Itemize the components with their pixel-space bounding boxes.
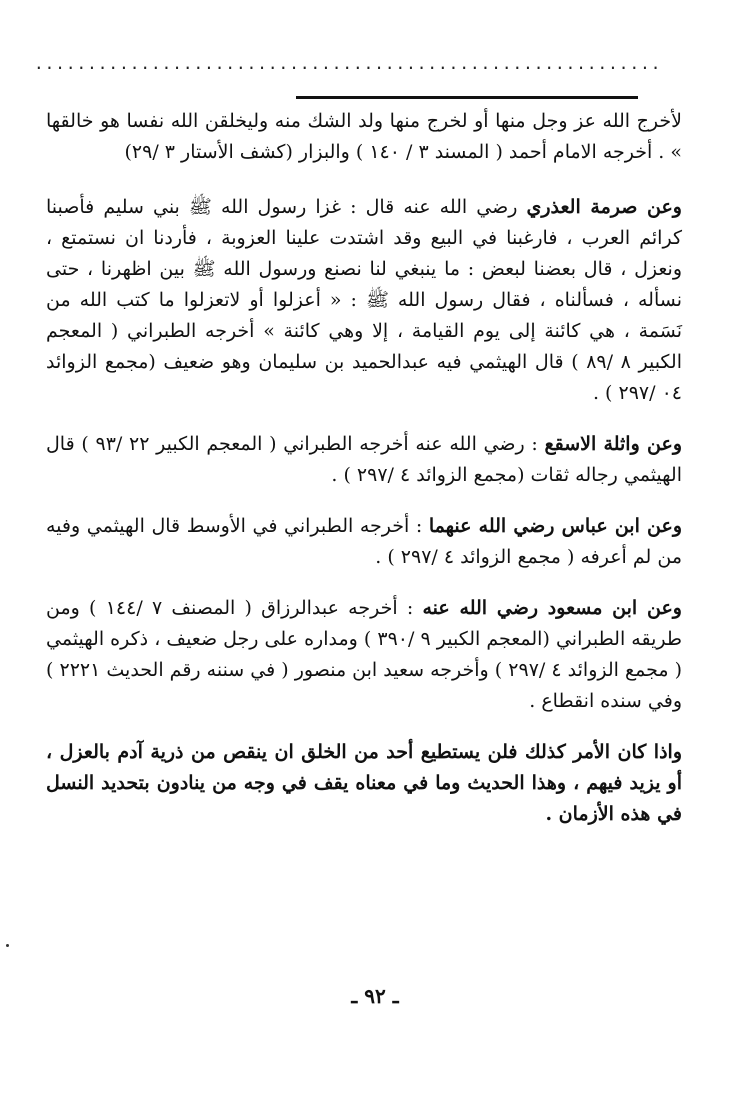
paragraph-text: : أخرجه الطبراني في الأوسط قال الهيثمي وفيه من لم أعرفه ( مجمع الزوائد ٤ /٢٩٧ ) . [46, 515, 682, 568]
paragraph-wathila [46, 429, 682, 491]
paragraph-text: رضي الله عنه قال : غزا رسول الله ﷺ بني سليم فأصبنا كرائم العرب ، فارغبنا في البيع وقد اشتدت علينا العزوبة ، فأردنا ان نستمتع ، ونعزل ، قال بعضنا لبعض : ما ينبغي لنا نصنع ورسول الله ﷺ بين اظهرنا ، حتى نسأله ، فسألناه ، فقال رسول الله ﷺ : « أعزلوا أو لاتعزلوا ما كتب الله من نَسَمة ، هي كائنة إلى يوم القيامة ، إلا وهي كائنة » أخرجه الطبراني ( المعجم الكبير ٨ /٨٩ ) قال الهيثمي فيه عبدالحميد بن سليمان وهو ضعيف (مجمع الزوائد ٠٤ /٢٩٧ ) . [46, 196, 682, 404]
scan-speck [6, 944, 9, 947]
paragraph-sarma [46, 192, 682, 409]
paragraph-continuation [46, 106, 682, 168]
dotted-separator: ........................................................... [34, 54, 662, 73]
paragraph-lead: وعن ابن عباس رضي الله عنهما [428, 515, 682, 537]
paragraph-lead: وعن واثلة الاسقع [544, 433, 682, 455]
paragraph-text: لأخرج الله عز وجل منها أو لخرج منها ولد الشك منه وليخلقن الله نفسا هو خالقها » . أخرجه الامام أحمد ( المسند ٣ / ١٤٠ ) والبزار (كشف الأستار ٣ /٢٩) [46, 110, 682, 163]
paragraph-ibn-masud [46, 593, 682, 717]
paragraph-lead: وعن ابن مسعود رضي الله عنه [422, 597, 682, 619]
solid-separator [296, 96, 638, 99]
paragraph-lead: وعن صرمة العذري [526, 196, 682, 218]
page-number: ـ ٩٢ ـ [351, 984, 399, 1008]
page-body [46, 106, 682, 850]
paragraph-text: : رضي الله عنه أخرجه الطبراني ( المعجم الكبير ٢٢ /٩٣ ) قال الهيثمي رجاله ثقات (مجمع الزوائد ٤ /٢٩٧ ) . [46, 433, 682, 486]
paragraph-ibn-abbas [46, 511, 682, 573]
paragraph-text: : أخرجه عبدالرزاق ( المصنف ٧ /١٤٤ ) ومن طريقه الطبراني (المعجم الكبير ٩ /٣٩٠ ) ومداره على رجل ضعيف ، ذكره الهيثمي ( مجمع الزوائد ٤ /٢٩٧ ) وأخرجه سعيد ابن منصور ( في سننه رقم الحديث ٢٢٢١ ) وفي سنده انقطاع . [46, 597, 682, 712]
conclusion-paragraph: واذا كان الأمر كذلك فلن يستطيع أحد من الخلق ان ينقص من ذرية آدم بالعزل ، أو يزيد فيهم ، وهذا الحديث وما في معناه يقف في وجه من ينادون بتحديد النسل في هذه الأزمان . [46, 741, 682, 825]
